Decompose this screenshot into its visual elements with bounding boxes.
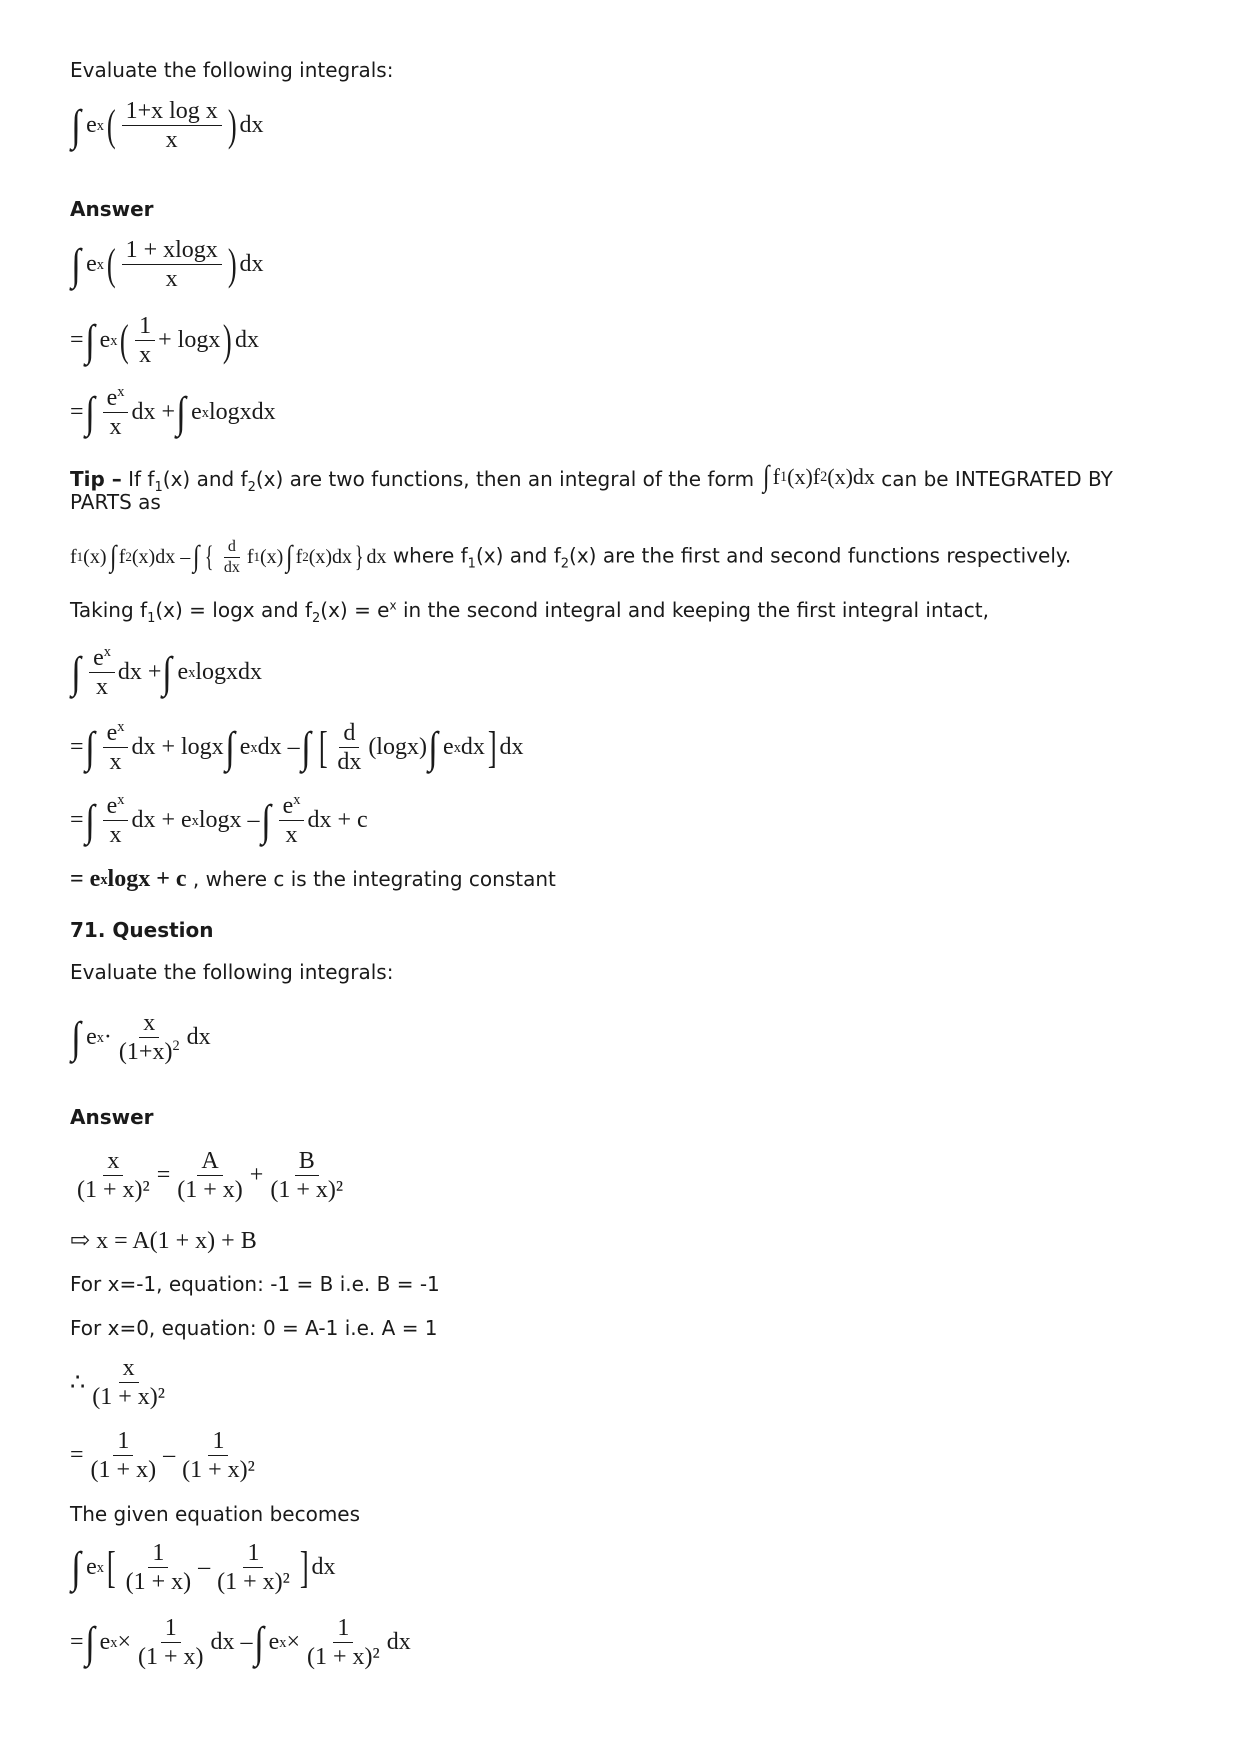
step-6: = ∫ $\frac{e^x}{x}$ dx + e x logx – ∫ $\frac{e^x}{x}$ dx + c: [70, 792, 368, 849]
identity-line: ⇨ x = A(1 + x) + B: [70, 1228, 257, 1254]
ibp-formula-line: f 1 (x) ∫ f 2 (x)dx – ∫ { $\frac{d}{dx}$ f 1 (x) ∫ f 2 (x)dx } dx where $f_1(x)$ and $f_2(x)$ are the first and second functions respectively.: [70, 538, 1072, 576]
tip-paragraph-cont: PARTS as: [70, 490, 161, 514]
partial-fractions: $\frac{x}{\text{(1 + x)²}}$ = $\frac{A}{(1 + x)}$ + $\frac{B}{\text{(1 + x)²}}$: [77, 1148, 344, 1204]
final-result-line: = e x logx + c , where c is the integrating constant: [70, 866, 556, 892]
taking-line: Taking $f_1(x) = \log x$ and $f_2(x) = e^x$ in the second integral and keeping the first integral intact,: [70, 598, 989, 626]
tip-label: Tip –: [70, 467, 122, 491]
step-3: = ∫ $\frac{e^x}{x}$ dx + ∫ e x logxdx: [70, 384, 276, 441]
answer-label: Answer: [70, 197, 154, 221]
question-integral: ∫ e x ( $\frac{\text{1+x log x}}{x}$ ) dx: [71, 98, 264, 154]
tip-integral-form: ∫ f 1 (x)f 2 (x)dx: [763, 460, 875, 493]
step-1: ∫ e x ( $\frac{1 + xlogx}{x}$ ) dx: [71, 237, 264, 293]
therefore-line: ∴ $\frac{x}{\text{(1 + x)²}}$: [70, 1355, 165, 1411]
solve-a: For x=0, equation: 0 = A-1 i.e. A = 1: [70, 1316, 438, 1340]
step-5: = ∫ $\frac{e^x}{x}$ dx + logx ∫ e x dx – ∫ [ $\frac{d}{dx}$ (logx) ∫ e x dx ] dx: [70, 719, 524, 776]
step-4: ∫ $\frac{e^x}{x}$ dx + ∫ e x logxdx: [71, 644, 263, 701]
answer-label-2: Answer: [70, 1105, 154, 1129]
decomposed-line: = $\frac{1}{(1 + x)}$ – $\frac{1}{\text{(1 + x)²}}$: [70, 1428, 255, 1484]
question-intro-2: Evaluate the following integrals:: [70, 960, 394, 984]
step-8: = ∫ e x × $\frac{1}{(1 + x)}$ dx – ∫ e x × $\frac{1}{\text{(1 + x)²}}$ dx: [70, 1615, 411, 1671]
step-7: ∫ e x [ $\frac{1}{(1 + x)}$ – $\frac{1}{\text{(1 + x)²}}$ ] dx: [71, 1540, 336, 1596]
tip-paragraph: Tip – If $f_1(x)$ and $f_2(x)$ are two functions, then an integral of the form ∫ f 1 (x)f 2 (x)dx can be INTEGRATED BY: [70, 460, 1113, 495]
ibp-formula: f 1 (x) ∫ f 2 (x)dx – ∫ { $\frac{d}{dx}$ f 1 (x) ∫ f 2 (x)dx } dx: [70, 538, 387, 576]
question-heading: 71. Question: [70, 918, 214, 942]
final-result: = e x logx + c: [70, 866, 187, 892]
question-integral-2: ∫ e x · $\frac{x}{(1+x)^2}$ dx: [71, 1010, 211, 1066]
becomes-line: The given equation becomes: [70, 1502, 361, 1526]
question-intro: Evaluate the following integrals:: [70, 58, 394, 82]
step-2: = ∫ e x ( $\frac{1}{x}$ + logx ) dx: [70, 313, 259, 369]
solve-b: For x=-1, equation: -1 = B i.e. B = -1: [70, 1272, 440, 1296]
